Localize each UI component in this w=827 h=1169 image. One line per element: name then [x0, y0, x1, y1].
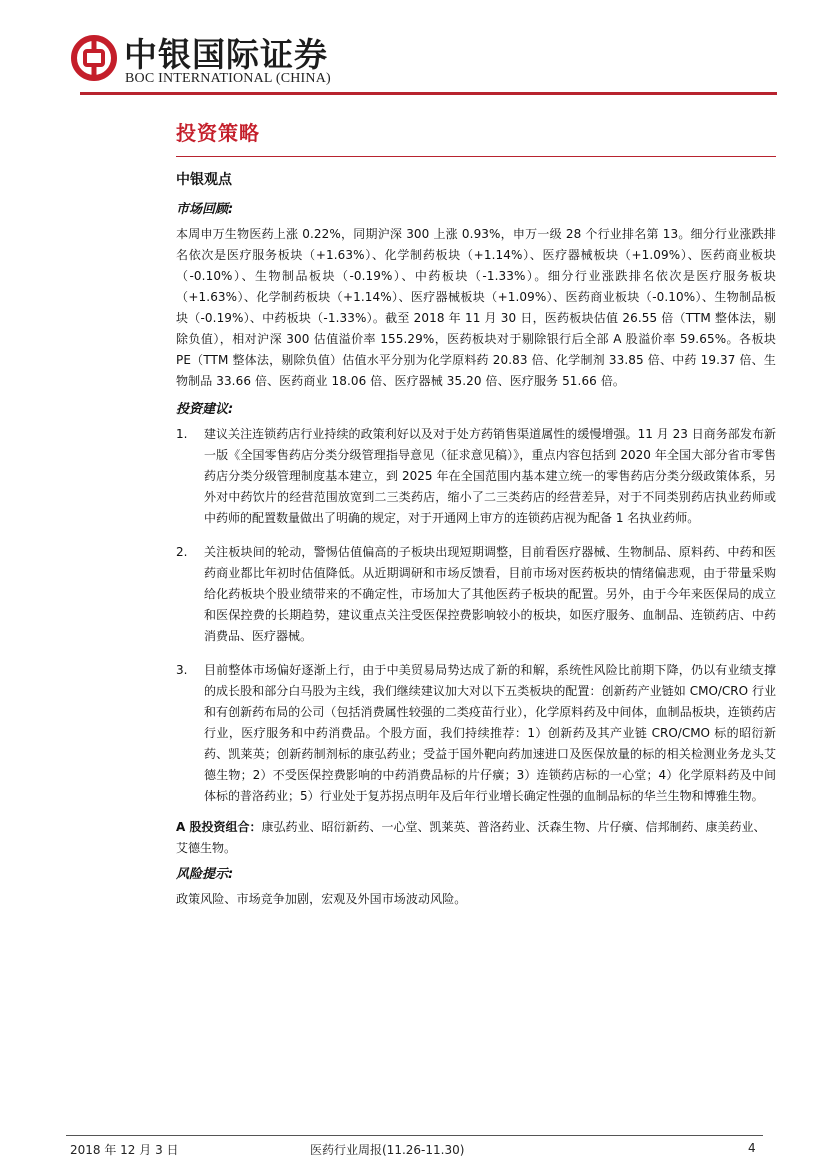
list-item: [176, 542, 776, 647]
list-item-number: 3.: [176, 663, 188, 677]
market-review-text: 本周申万生物医药上涨 0.22%，同期沪深 300 上涨 0.93%，申万一级 28 个行业排名第 13。细分行业涨跌排名依次是医疗服务板块（+1.63%）、化学制药板块（+1.14%）、医疗器械板块（+1.09%）、医药商业板块（-0.10%）、生物制品板块（-0.19%）、中药板块（-1.33%）。细分行业涨跌排名依次是医疗服务板块（+1.63%）、化学制药板块（+1.14%）、医疗器械板块（+1.09%）、医药商业板块（-0.10%）、生物制品板块（-0.19%）、中药板块（-1.33%）。截至 2018 年 11 月 30 日，医药板块估值 26.55 倍（TTM 整体法，剔除负值），相对沪深 300 估值溢价率 155.29%，医药板块对于剔除银行后全部 A 股溢价率 59.65%。各板块 PE（TTM 整体法，剔除负值）估值水平分别为化学原料药 20.83 倍、化学制剂 33.85 倍、中药 19.37 倍、生物制品 33.66 倍、医药商业 18.06 倍、医疗器械 35.20 倍、医疗服务 51.66 倍。: [176, 227, 776, 388]
title-divider: [176, 156, 776, 157]
risk-heading: 风险提示:: [176, 867, 234, 882]
section-title: 中银观点: [176, 172, 232, 188]
page-number: 4: [748, 1141, 756, 1155]
risk-text: 政策风险、市场竞争加剧，宏观及外国市场波动风险。: [176, 892, 467, 906]
list-item-number: 1.: [176, 427, 188, 441]
list-item: [176, 660, 776, 807]
portfolio-paragraph: [176, 817, 776, 859]
footer-date: 2018 年 12 月 3 日: [70, 1143, 179, 1157]
page-header: [0, 0, 827, 100]
advice-list: [176, 424, 776, 807]
brand-name-en: BOC INTERNATIONAL (CHINA): [125, 71, 331, 86]
brand-name-cn: 中银国际证券: [124, 35, 328, 74]
investment-advice-heading: 投资建议:: [176, 402, 234, 417]
list-item-text: 建议关注连锁药店行业持续的政策利好以及对于处方药销售渠道属性的缓慢增强。11 月 23 日商务部发布新一版《全国零售药店分类分级管理指导意见（征求意见稿）》，重点内容包括到 2020 年全国大部分省市零售药店分类分级管理制度基本建立，到 2025 年在全国范围内基本建立统一的零售药店分类分级政策体系，另外对中药饮片的经营范围放宽到二三类药店，缩小了二三类药店的经营差异，对于不同类别药店执业药师或中药师的配置数量做出了明确的规定，对于开通网上审方的连锁药店视为配备 1 名执业药师。: [204, 427, 776, 525]
portfolio-text: 康弘药业、昭衍新药、一心堂、凯莱英、普洛药业、沃森生物、片仔癀、信邦制药、康美药业、艾德生物。: [176, 820, 766, 855]
list-item-number: 2.: [176, 545, 188, 559]
portfolio-label: A 股投资组合：: [176, 820, 262, 834]
footer-report-title: 医药行业周报(11.26-11.30): [310, 1143, 465, 1157]
main-content: [176, 108, 776, 910]
list-item-text: 目前整体市场偏好逐渐上行，由于中美贸易局势达成了新的和解，系统性风险比前期下降，仍以有业绩支撑的成长股和部分白马股为主线，我们继续建议加大对以下五类板块的配置：创新药产业链如 CMO/CRO 行业和有创新药布局的公司（包括消费属性较强的二类疫苗行业），化学原料药及中间体，血制品板块，连锁药店行业，医疗服务和中药消费品。个股方面，我们持续推荐：1）创新药及其产业链 CRO/CMO 标的昭衍新药、凯莱英；创新药制剂标的康弘药业；受益于国外靶向药加速进口及医保放量的标的相关检测业务龙头艾德生物；2）不受医保控费影响的中药消费品标的片仔癀；3）连锁药店标的一心堂；4）化学原料药及中间体标的普洛药业；5）行业处于复苏拐点明年及后年行业增长确定性强的血制品标的华兰生物和博雅生物。: [204, 663, 776, 803]
market-review-heading: 市场回顾:: [176, 202, 234, 217]
boc-logo-icon: [70, 34, 118, 82]
list-item-text: 关注板块间的轮动，警惕估值偏高的子板块出现短期调整，目前看医疗器械、生物制品、原料药、中药和医药商业都比年初时估值降低。从近期调研和市场反馈看，目前市场对医药板块的情绪偏悲观，由于带量采购给化药板块个股业绩带来的不确定性，市场加大了其他医药子板块的配置。另外，由于今年来医保局的成立和医保控费的长期趋势，建议重点关注受医保控费影响较小的板块，如医疗服务、血制品、连锁药店、中药消费品、医疗器械。: [204, 545, 776, 643]
header-rule: [80, 92, 777, 95]
list-item: [176, 424, 776, 529]
page-title: 投资策略: [176, 121, 260, 145]
footer-rule: [66, 1135, 763, 1136]
